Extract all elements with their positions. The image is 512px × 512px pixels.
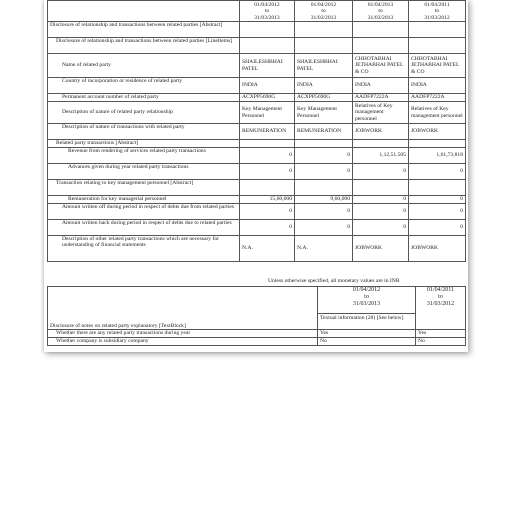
table-row	[48, 180, 466, 196]
cell: 0	[409, 204, 466, 220]
cell: ACXPP5690G	[295, 94, 353, 102]
cell: 1,12,51,505	[353, 148, 409, 164]
table-row	[48, 102, 466, 124]
cell: SHAILESHBHAI PATEL	[240, 54, 295, 78]
cell: Yes	[416, 330, 466, 338]
row-label: Advances given during year related party transactions	[48, 164, 240, 180]
cell: N.A.	[240, 236, 295, 262]
cell: Relatives of Key management personnel	[353, 102, 409, 124]
cell: ACXPP5690G	[240, 94, 295, 102]
row-label: Disclosure of relationship and transactions between related parties [LineItems]	[48, 38, 240, 54]
row-label: Revenue from rendering of services related party transactions	[48, 148, 240, 164]
header-blank	[48, 1, 240, 22]
table-row	[48, 148, 466, 164]
cell: 0	[409, 220, 466, 236]
row-label: Whether company is subsidiary company	[48, 338, 318, 346]
period-header-3: 01/04/2013 to 31/03/2013	[353, 1, 409, 22]
cell: CHHOTABHAI JETHABHAI PATEL & CO	[353, 54, 409, 78]
cell: 0	[240, 148, 295, 164]
table-row	[48, 54, 466, 78]
row-label: Country of incorporation or residence of related party	[48, 78, 240, 94]
cell: 0	[295, 204, 353, 220]
currency-note: Unless otherwise specified, all monetary values are in INR	[268, 278, 400, 284]
cell: 0	[240, 164, 295, 180]
table-row	[48, 124, 466, 140]
cell: N.A.	[295, 236, 353, 262]
cell: 15,60,000	[240, 196, 295, 204]
row-label: Transaction relating to key management personnel [Abstract]	[48, 180, 240, 196]
table-row	[48, 338, 466, 346]
period-header: 01/04/2011 to 31/03/2012	[416, 287, 466, 330]
row-label: Name of related party	[48, 54, 240, 78]
period-header: 01/04/2012 to 31/03/2013	[318, 287, 415, 314]
notes-header-row	[48, 287, 466, 330]
cell: REMUNERATION	[240, 124, 295, 140]
cell: 0	[240, 204, 295, 220]
cell: INDIA	[409, 78, 466, 94]
document-page	[44, 0, 468, 352]
table-row	[48, 22, 466, 38]
row-label: Amount written off during period in respect of debts due from related parties	[48, 204, 240, 220]
cell: CHHOTABHAI JETHABHAI PATEL & CO	[409, 54, 466, 78]
table-row	[48, 94, 466, 102]
period-header-4: 01/04/2011 to 31/03/2012	[409, 1, 466, 22]
cell: INDIA	[240, 78, 295, 94]
cell: SHAILESHBHAI PATEL	[295, 54, 353, 78]
cell: INDIA	[353, 78, 409, 94]
cell: Key Management Personnel	[295, 102, 353, 124]
cell: 0	[353, 220, 409, 236]
cell: No	[416, 338, 466, 346]
row-label: Related party transactions [Abstract]	[48, 140, 240, 148]
cell: 0	[409, 196, 466, 204]
table-row	[48, 236, 466, 262]
cell: JOBWORK	[353, 236, 409, 262]
cell: Key Management Personnel	[240, 102, 295, 124]
notes-value: Textual information (28) [See below]	[320, 315, 404, 321]
table-row	[48, 196, 466, 204]
period-header-1: 01/04/2012 to 31/03/2013	[240, 1, 295, 22]
cell: INDIA	[295, 78, 353, 94]
table-row	[48, 204, 466, 220]
notes-col-1	[318, 287, 416, 330]
row-label: Permanent account number of related party	[48, 94, 240, 102]
cell: REMUNERATION	[295, 124, 353, 140]
table-row	[48, 140, 466, 148]
row-label: Disclosure of relationship and transactions between related parties [Abstract]	[48, 22, 240, 38]
notes-table	[47, 286, 466, 346]
cell: 1,61,73,818	[409, 148, 466, 164]
row-label: Description of other related party transactions which are necessary for understanding of financial statements	[48, 236, 240, 262]
related-party-table	[47, 0, 466, 262]
row-label: Description of nature of related party relationship	[48, 102, 240, 124]
row-label: Amount written back during period in respect of debts due to related parties	[48, 220, 240, 236]
cell: 0	[409, 164, 466, 180]
cell: Relatives of Key management personnel	[409, 102, 466, 124]
cell: AADFP7222A	[409, 94, 466, 102]
row-label: Whether there are any related party transactions during year	[48, 330, 318, 338]
cell: 0	[353, 204, 409, 220]
cell: 0	[295, 220, 353, 236]
cell: JOBWORK	[409, 236, 466, 262]
cell: 0	[295, 164, 353, 180]
row-label: Remuneration for key managerial personnel	[48, 196, 240, 204]
cell: Yes	[318, 330, 416, 338]
table-row	[48, 220, 466, 236]
table-row	[48, 330, 466, 338]
cell: JOBWORK	[353, 124, 409, 140]
cell: 0	[353, 196, 409, 204]
cell: 0	[295, 148, 353, 164]
cell: No	[318, 338, 416, 346]
header-row	[48, 1, 466, 22]
table-row	[48, 164, 466, 180]
table-row	[48, 78, 466, 94]
notes-label: Disclosure of notes on related party explanatory [TextBlock]	[48, 287, 318, 330]
cell: 9,60,000	[295, 196, 353, 204]
row-label: Description of nature of transactions with related party	[48, 124, 240, 140]
table-row	[48, 38, 466, 54]
cell: 0	[240, 220, 295, 236]
period-header-2: 01/04/2012 to 31/03/2013	[295, 1, 353, 22]
cell: AADFP7222A	[353, 94, 409, 102]
cell: JOBWORK	[409, 124, 466, 140]
cell: 0	[353, 164, 409, 180]
